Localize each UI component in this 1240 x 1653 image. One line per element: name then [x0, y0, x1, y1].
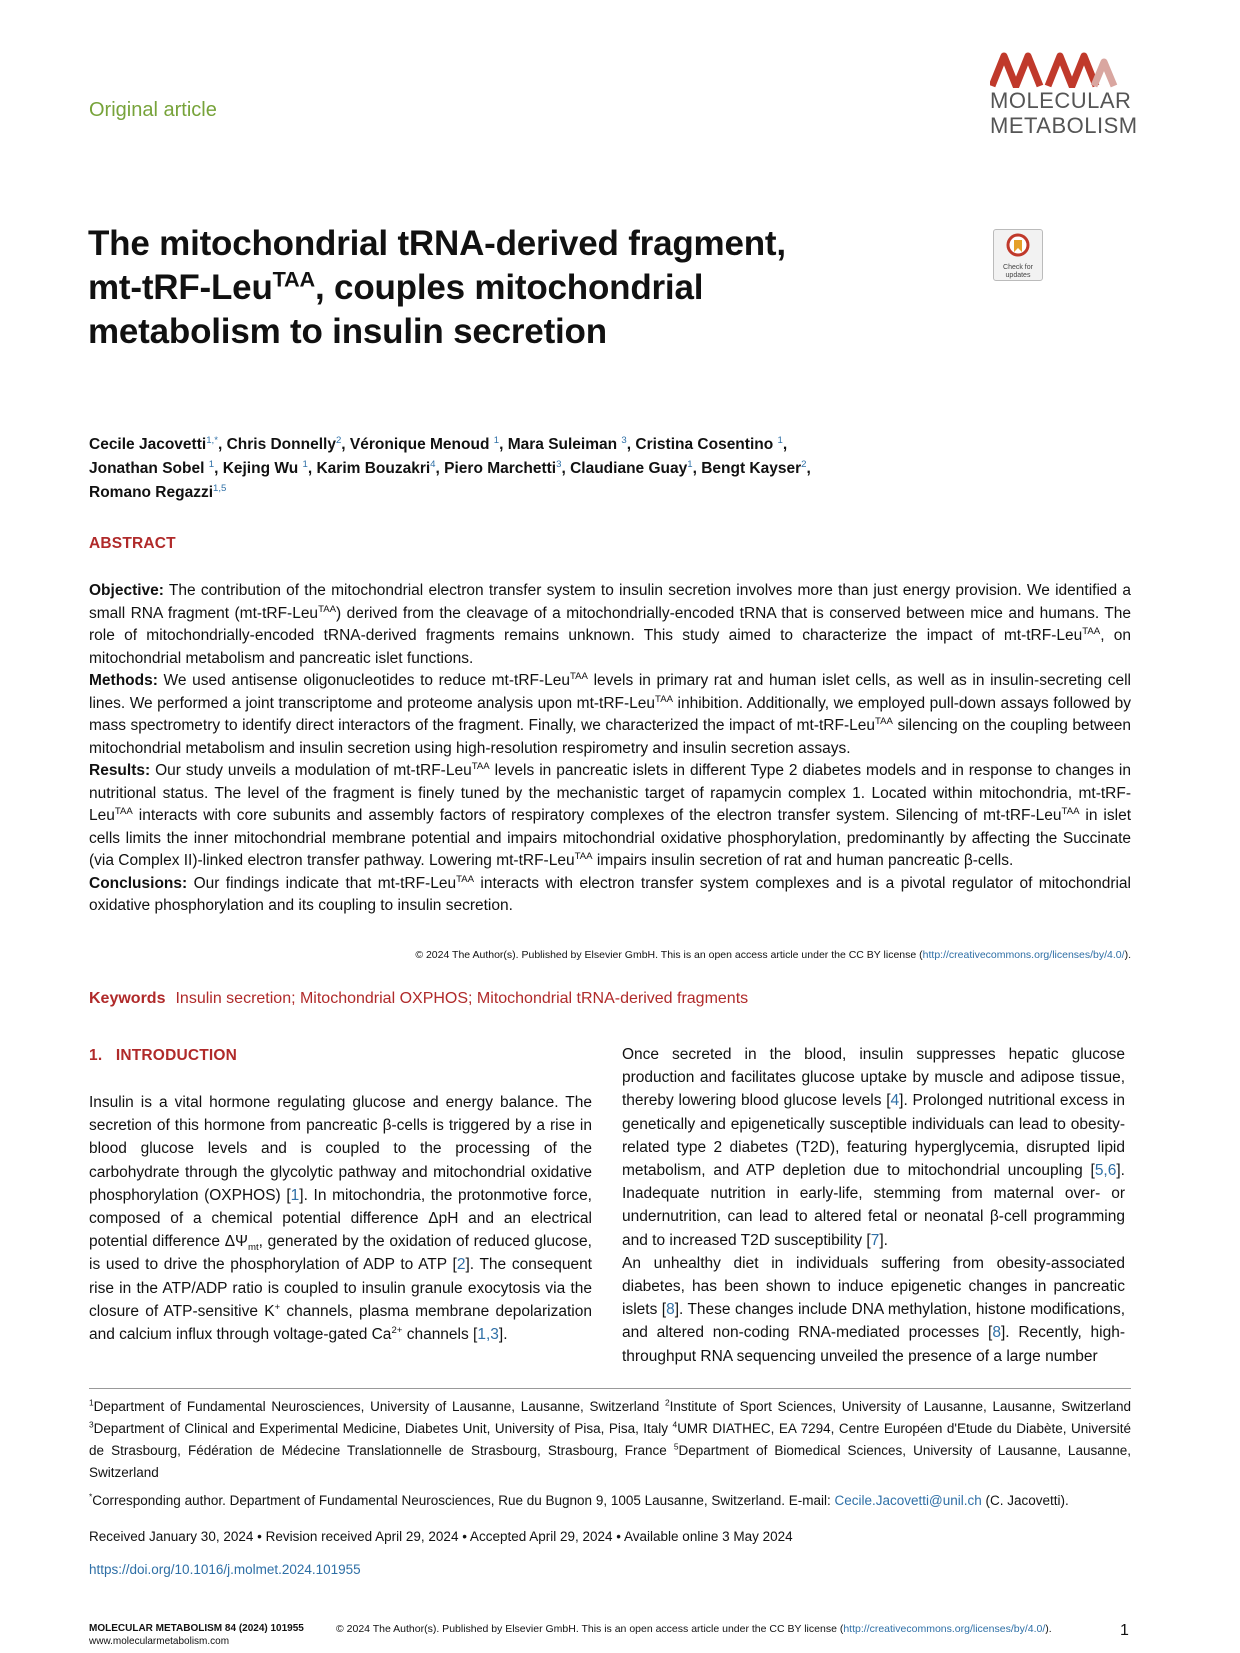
- keywords-text: Insulin secretion; Mitochondrial OXPHOS; Mitochondrial tRNA-derived fragments: [175, 990, 749, 1007]
- author: Véronique Menoud: [349, 436, 490, 453]
- check-updates-label-1: Check for: [1003, 264, 1033, 271]
- reference-link[interactable]: 2: [456, 1256, 466, 1274]
- abstract-objective: Objective: The contribution of the mitochondrial electron transfer system to insulin secretion involves more than just energy provision. We identified a small RNA fragment (mt-tRF-Leu$^{TAA}$) derived from the cleavage of a mitochondrially-encoded tRNA that is conserved between mice and humans. The role of mitochondrially-encoded tRNA-derived fragments remains unknown. This study aimed to characterize the impact of mt-tRF-Leu$^{TAA}$, on mitochondrial metabolism and pancreatic islet functions.: [89, 582, 1131, 667]
- title-line-3: metabolism to insulin secretion: [88, 312, 607, 351]
- article-type: Original article: [89, 99, 217, 121]
- author: Romano Regazzi: [89, 484, 214, 501]
- logo-word-1: MOLECULAR: [990, 88, 1132, 113]
- page-number: 1: [1120, 1622, 1129, 1639]
- author: Mara Suleiman: [507, 436, 618, 453]
- footer-copyright: © 2024 The Author(s). Published by Elsevier GmbH. This is an open access article under the CC BY license (http://creativecommons.org/licenses/by/4.0/).: [336, 1623, 1052, 1635]
- reference-link[interactable]: 1: [290, 1186, 300, 1204]
- logo-word-2: METABOLISM: [990, 113, 1138, 138]
- abstract-body: [89, 580, 1131, 918]
- license-link[interactable]: http://creativecommons.org/licenses/by/4.0/: [922, 949, 1125, 961]
- author: Chris Donnelly: [226, 436, 336, 453]
- author-list: Cecile Jacovetti$^{1,*}$, Chris Donnelly$^2$, Véronique Menoud $^1$, Mara Suleiman $^3$, Cristina Cosentino $^1$, Jonathan Sobel $^1$, Kejing Wu $^1$, Karim Bouzakri$^4$, Piero Marchetti$^3$, Claudiane Guay$^1$, Bengt Kayser$^2$, Romano Regazzi$^{1,5}$: [89, 434, 811, 501]
- journal-logo-mark: [990, 52, 1118, 88]
- reference-link[interactable]: 4: [890, 1092, 900, 1110]
- keywords: [89, 990, 748, 1008]
- footnote-divider: [89, 1388, 1131, 1389]
- footer-journal: MOLECULAR METABOLISM 84 (2024) 101955: [89, 1623, 304, 1634]
- abstract-heading: ABSTRACT: [89, 535, 176, 552]
- doi-link[interactable]: https://doi.org/10.1016/j.molmet.2024.101955: [89, 1562, 361, 1577]
- journal-logo: [990, 52, 1138, 138]
- reference-link[interactable]: 1,3: [477, 1326, 499, 1344]
- corresponding-author: *Corresponding author. Department of Fundamental Neurosciences, Rue du Bugnon 9, 1005 Lausanne, Switzerland. E-mail: Cecile.Jacovetti@unil.ch (C. Jacovetti).: [89, 1491, 1069, 1508]
- title-line-2: mt-tRF-Leu$^{TAA}$, couples mitochondrial: [88, 266, 704, 307]
- author: Piero Marchetti: [444, 460, 557, 477]
- check-updates-label-2: updates: [1005, 272, 1031, 279]
- reference-link[interactable]: 8: [666, 1301, 675, 1319]
- author: Claudiane Guay: [570, 460, 688, 477]
- author: Jonathan Sobel: [89, 460, 205, 477]
- check-updates-icon: [1006, 233, 1030, 259]
- article-dates: Received January 30, 2024 • Revision received April 29, 2024 • Accepted April 29, 2024 • Available online 3 May 2024: [89, 1529, 793, 1544]
- affiliations: $^1$Department of Fundamental Neurosciences, University of Lausanne, Lausanne, Switzerland $^2$Institute of Sport Sciences, University of Lausanne, Lausanne, Switzerland $^3$Department of Clinical and Experimental Medicine, Diabetes Unit, University of Pisa, Pisa, Italy $^4$UMR DIATHEC, EA 7294, Centre Européen d'Etude du Diabète, Université de Strasbourg, Fédération de Médecine Translationnelle de Strasbourg, Strasbourg, France $^5$Department of Biomedical Sciences, University of Lausanne, Lausanne, Switzerland: [89, 1397, 1131, 1480]
- author: Cristina Cosentino: [635, 436, 774, 453]
- author: Bengt Kayser: [701, 460, 802, 477]
- abstract-results: Results: Our study unveils a modulation of mt-tRF-Leu$^{TAA}$ levels in pancreatic islets in different Type 2 diabetes models and in response to changes in nutritional status. The level of the fragment is finely tuned by the mechanistic target of rapamycin complex 1. Located within mitochondria, mt-tRF-Leu$^{TAA}$ interacts with core subunits and assembly factors of respiratory complexes of the electron transfer system. Silencing of mt-tRF-Leu$^{TAA}$ in islet cells limits the inner mitochondrial membrane potential and impairs mitochondrial oxidative phosphorylation, predominantly by affecting the Succinate (via Complex II)-linked electron transfer pathway. Lowering mt-tRF-Leu$^{TAA}$ impairs insulin secretion of rat and human pancreatic β-cells.: [89, 760, 1132, 869]
- reference-link[interactable]: 7: [870, 1231, 880, 1249]
- footer-website: www.molecularmetabolism.com: [89, 1636, 230, 1647]
- abstract-conclusions: Conclusions: Our findings indicate that mt-tRF-Leu$^{TAA}$ interacts with electron transfer system complexes and is a pivotal regulator of mitochondrial oxidative phosphorylation and its coupling to insulin secretion.: [89, 873, 1131, 914]
- introduction-left-column: Insulin is a vital hormone regulating glucose and energy balance. The secretion of this hormone from pancreatic β-cells is triggered by a rise in blood glucose levels and is coupled to the processing of the carbohydrate through the glycolytic pathway and mitochondrial oxidative phosphorylation (OXPHOS) [1]. In mitochondria, the protonmotive force, composed of a chemical potential difference ΔpH and an electrical potential difference $\Delta\Psi_{mt}$, generated by the oxidation of reduced glucose, is used to drive the phosphorylation of ADP to ATP [2]. The consequent rise in the ATP/ADP ratio is coupled to insulin granule exocytosis via the closure of ATP-sensitive K+ channels, plasma membrane depolarization and calcium influx through voltage-gated $Ca^{2+}$ channels [1,3].: [89, 1094, 592, 1344]
- check-for-updates-button[interactable]: [993, 229, 1043, 281]
- article-title: [88, 222, 888, 354]
- keywords-label: Keywords: [89, 990, 166, 1007]
- reference-link[interactable]: 5,6: [1094, 1162, 1117, 1180]
- email-link[interactable]: Cecile.Jacovetti@unil.ch: [834, 1493, 982, 1508]
- footer-license-link[interactable]: http://creativecommons.org/licenses/by/4.0/: [843, 1623, 1046, 1635]
- introduction-heading: 1. INTRODUCTION: [89, 1047, 238, 1064]
- abstract-copyright: © 2024 The Author(s). Published by Elsevier GmbH. This is an open access article under the CC BY license (http://creativecommons.org/licenses/by/4.0/).: [415, 949, 1131, 961]
- reference-link[interactable]: 8: [992, 1324, 1001, 1342]
- abstract-methods: Methods: We used antisense oligonucleotides to reduce mt-tRF-Leu$^{TAA}$ levels in primary rat and human islet cells, as well as in insulin-secreting cell lines. We performed a joint transcriptome and proteome analysis upon mt-tRF-Leu$^{TAA}$ inhibition. Additionally, we employed pull-down assays followed by mass spectrometry to identify direct interactors of the fragment. Finally, we characterized the impact of mt-tRF-Leu$^{TAA}$ silencing on the coupling between mitochondrial metabolism and insulin secretion using high-resolution respirometry and insulin secretion assays.: [89, 670, 1131, 757]
- author: Cecile Jacovetti: [89, 436, 207, 453]
- introduction-right-column: Once secreted in the blood, insulin suppresses hepatic glucose production and facilitates glucose uptake by muscle and adipose tissue, thereby lowering blood glucose levels [4]. Prolonged nutritional excess in genetically and epigenetically susceptible individuals can lead to obesity-related type 2 diabetes (T2D), featuring hyperglycemia, disrupted lipid metabolism, and ATP depletion due to mitochondrial uncoupling [5,6]. Inadequate nutrition in early-life, stemming from maternal over- or undernutrition, can lead to altered fetal or neonatal β-cell programming and to increased T2D susceptibility [7]. An unhealthy diet in individuals suffering from obesity-associated diabetes, has been shown to induce epigenetic changes in pancreatic islets [8]. These changes include DNA methylation, histone modifications, and altered non-coding RNA-mediated processes [8]. Recently, high-throughput RNA sequencing unveiled the presence of a large number: [622, 1046, 1125, 1365]
- title-line-1: The mitochondrial tRNA-derived fragment,: [88, 224, 786, 263]
- author: Karim Bouzakri: [316, 460, 431, 477]
- author: Kejing Wu: [222, 460, 299, 477]
